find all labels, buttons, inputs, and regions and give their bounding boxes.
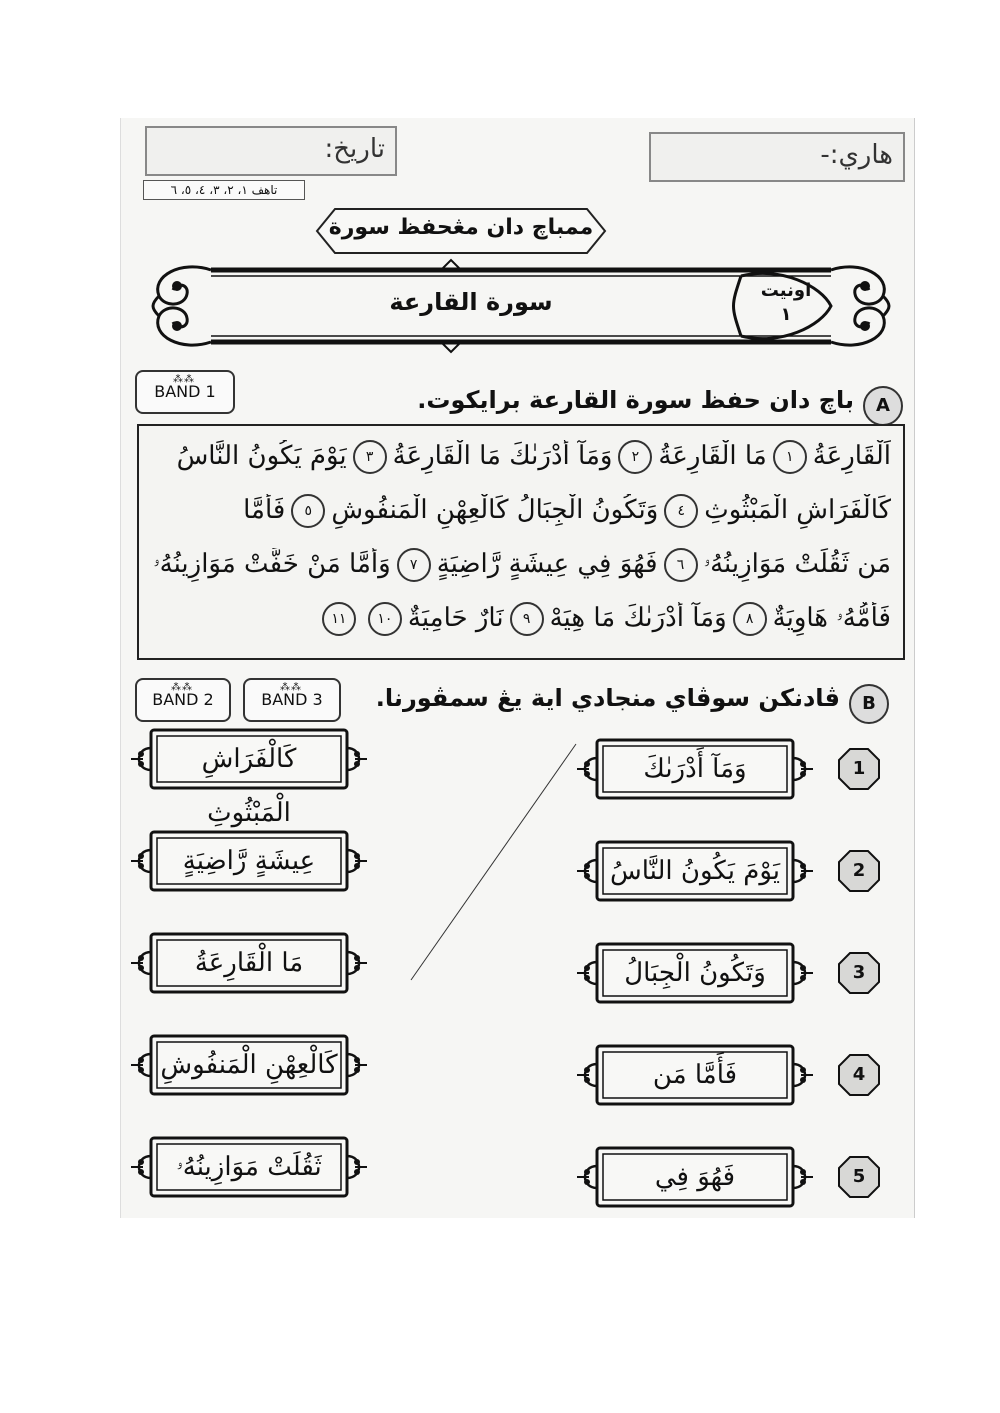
match-right-text: مَا الْقَارِعَةُ <box>194 948 304 978</box>
match-number-badge <box>837 1155 881 1199</box>
section-b-marker: B <box>849 684 889 724</box>
verse-text: مَا الْقَارِعَةُ <box>658 441 767 471</box>
verse-text: وَأَمَّا مَنْ خَفَّتْ مَوَازِينُهُۥ <box>153 549 391 579</box>
match-left-text: وَتَكُونُ الْجِبَالُ <box>624 958 766 988</box>
band-3-label: BAND 3 <box>261 690 323 709</box>
verse-number: ٩ <box>510 602 544 636</box>
match-left-item[interactable] <box>575 838 815 904</box>
section-a-instruction: باچ دان حفظ سورة القارعة برايكوت. <box>417 386 854 414</box>
band-2-label: BAND 2 <box>152 690 214 709</box>
verse-number: ١٠ <box>368 602 402 636</box>
verse-line <box>151 440 891 492</box>
band-1-label: BAND 1 <box>154 382 216 401</box>
match-right-text: ثَقُلَتْ مَوَازِينُهُۥ <box>176 1152 322 1182</box>
match-number: 5 <box>852 1166 866 1187</box>
band-1-badge <box>135 370 235 414</box>
match-number: 4 <box>852 1064 866 1085</box>
verse-text: وَمَآ أَدْرَىٰكَ مَا الْقَارِعَةُ <box>392 441 613 471</box>
band-2-badge <box>135 678 231 722</box>
match-right-item[interactable] <box>129 1032 369 1098</box>
match-number-badge <box>837 747 881 791</box>
verse-text: نَارٌ حَامِيَةٌ <box>407 603 504 633</box>
verse-text: فَأُمُّهُۥ هَاوِيَةٌ <box>772 603 891 633</box>
verse-line <box>151 602 891 654</box>
band-dots-icon: ⁂⁂ <box>171 682 193 693</box>
verse-text: مَن ثَقُلَتْ مَوَازِينُهُۥ <box>703 549 891 579</box>
verse-number: ٨ <box>733 602 767 636</box>
day-label: هاري:- <box>820 140 893 170</box>
match-left-item[interactable] <box>575 1042 815 1108</box>
match-number-badge <box>837 849 881 893</box>
verse-number: ١ <box>773 440 807 474</box>
verses-box <box>137 424 905 660</box>
unit-number: ١ <box>780 304 792 325</box>
band-dots-icon: ⁂⁂ <box>173 374 195 385</box>
match-number-badge <box>837 1053 881 1097</box>
match-left-item[interactable] <box>575 940 815 1006</box>
verse-text: فَهُوَ فِي عِيشَةٍ رَّاضِيَةٍ <box>436 549 658 579</box>
verse-text: كَالْفَرَاشِ الْمَبْثُوثِ <box>704 495 891 525</box>
match-right-item[interactable] <box>129 726 369 828</box>
verse-text: وَتَكُونُ الْجِبَالُ كَالْعِهْنِ الْمَنفُوشِ <box>331 495 659 525</box>
section-b-instruction: ڤادنكن سوڤاي منجادي اية يڠ سمڤورنا. <box>375 684 840 712</box>
match-left-text: يَوْمَ يَكُونُ النَّاسُ <box>609 856 781 886</box>
match-right-text: عِيشَةٍ رَّاضِيَةٍ <box>182 846 316 876</box>
match-right-item[interactable] <box>129 1134 369 1200</box>
verse-number: ٦ <box>664 548 698 582</box>
match-right-text: كَالْفَرَاشِ الْمَبْثُوثِ <box>201 744 297 828</box>
match-left-item[interactable] <box>575 1144 815 1210</box>
title-badge <box>301 206 621 256</box>
verse-text: وَمَآ أَدْرَىٰكَ مَا هِيَهْ <box>549 603 727 633</box>
match-right-item[interactable] <box>129 828 369 894</box>
date-field[interactable] <box>145 126 397 176</box>
verse-number: ٧ <box>397 548 431 582</box>
band-dots-icon: ⁂⁂ <box>280 682 302 693</box>
match-left-item[interactable] <box>575 736 815 802</box>
section-a-marker: A <box>863 386 903 426</box>
verse-text: يَوْمَ يَكُونُ النَّاسُ <box>176 441 347 471</box>
match-left-text: فَأَمَّا مَن <box>652 1060 738 1090</box>
match-number: 3 <box>852 962 866 983</box>
verse-line <box>151 494 891 546</box>
unit-label: اونيت <box>760 280 812 301</box>
match-right-text: كَالْعِهْنِ الْمَنفُوشِ <box>160 1050 338 1080</box>
verse-number: ٣ <box>353 440 387 474</box>
verse-line <box>151 548 891 600</box>
match-number: 2 <box>852 860 866 881</box>
match-left-text: وَمَآ أَدْرَىٰكَ <box>643 754 747 784</box>
surah-title: سورة القارعة <box>389 288 553 316</box>
verse-text: اَلْقَارِعَةُ <box>812 441 891 471</box>
date-label: تاريخ: <box>324 134 385 164</box>
verse-number: ٢ <box>618 440 652 474</box>
verse-number: ٥ <box>291 494 325 528</box>
surah-banner <box>141 256 901 356</box>
verse-text: فَأَمَّا <box>243 495 286 525</box>
match-number: 1 <box>852 758 866 779</box>
verse-number: ٤ <box>664 494 698 528</box>
day-field[interactable] <box>649 132 905 182</box>
worksheet-page <box>120 118 915 1218</box>
verse-number: ١١ <box>322 602 356 636</box>
title-badge-text: ممباچ دان مڠحفظ سورة <box>328 215 594 240</box>
tahap-label: تاهف ١، ٢، ٣، ٤، ٥، ٦ <box>143 180 305 200</box>
match-left-text: فَهُوَ فِي <box>654 1162 736 1192</box>
match-number-badge <box>837 951 881 995</box>
match-right-item[interactable] <box>129 930 369 996</box>
